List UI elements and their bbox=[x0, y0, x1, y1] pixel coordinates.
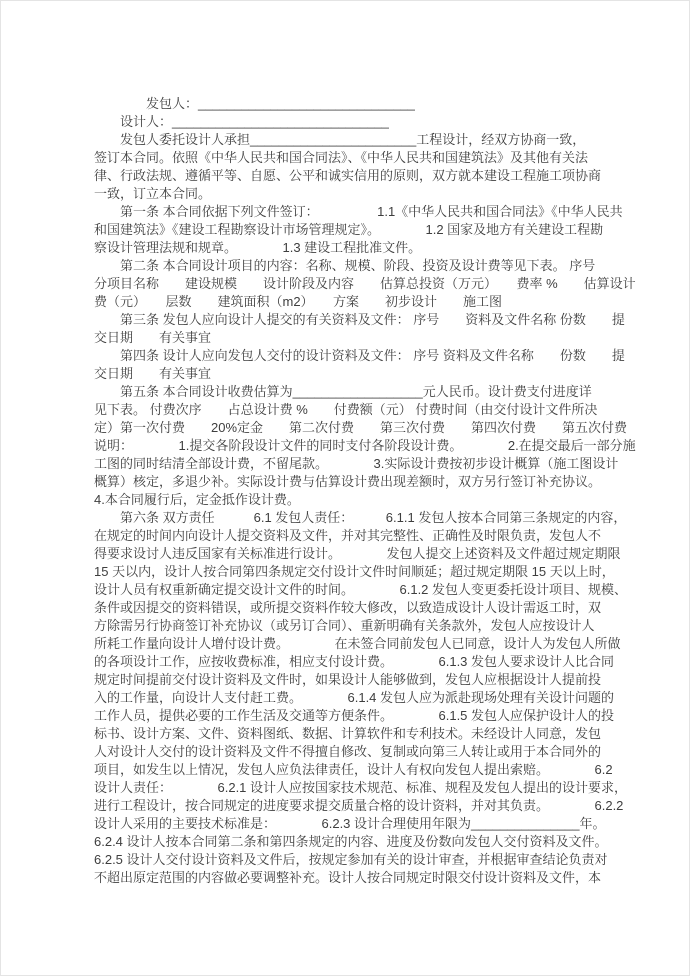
text-line: 费（元） 层数 建筑面积（m2） 方案 初步设计 施工图 bbox=[94, 294, 503, 309]
text-line: 律、行政法规、遵循平等、自愿、公平和诚实信用的原则，双方就本建设工程施工项协商 bbox=[94, 168, 602, 183]
text-line: 一致，订立本合同。 bbox=[94, 186, 212, 201]
text-line-article-6: 第六条 双方责任 6.1 发包人责任： 6.1.1 发包人按本合同第三条规定的内容， bbox=[94, 510, 627, 525]
text-line: 概算）核定，多退少补。实际设计费与估算设计费出现差额时，双方另行签订补充协议。 bbox=[94, 474, 602, 489]
text-line: 签订本合同。依照《中华人民共和国合同法》、《中华人民共和国建筑法》及其他有关法 bbox=[94, 150, 589, 165]
contract-text-block bbox=[94, 95, 636, 887]
text-line-article-2: 第二条 本合同设计项目的内容：名称、规模、阶段、投资及设计费等见下表。 序号 bbox=[94, 258, 596, 273]
text-line: 的各项设计工作，应按收费标准，相应支付设计费。 6.1.3 发包人要求设计人比合同 bbox=[94, 654, 615, 669]
text-line: 人对设计人交付的设计资料及文件不得擅自修改、复制或向第三人转让或用于本合同外的 bbox=[94, 744, 602, 759]
text-line: 设计人采用的主要技术标准是： 6.2.3 设计合理使用年限为_______________年。 bbox=[94, 816, 606, 831]
text-line: 4.本合同履行后，定金抵作设计费。 bbox=[94, 492, 300, 507]
text-line: 得要求设讨人违反国家有关标准进行设计。 发包人提交上述资料及文件超过规定期限 bbox=[94, 546, 621, 561]
text-line: 说明： 1.提交各阶段设计文件的同时支付各阶段设计费。 2.在提交最后一部分施 bbox=[94, 438, 636, 453]
text-line: 在规定的时间内向设计人提交资料及文件，并对其完整性、正确性及时限负责，发包人不 bbox=[94, 528, 602, 543]
text-line-party-b-blank: 设计人：______________________________ bbox=[94, 114, 389, 129]
text-line-article-5: 第五条 本合同设计收费估算为__________________元人民币。设计费支付进度详 bbox=[94, 384, 592, 399]
text-line: 定）第一次付费 20%定金 第二次付费 第三次付费 第四次付费 第五次付费 bbox=[94, 420, 628, 435]
text-line: 设计人员有权重新确定提交设计文件的时间。 6.1.2 发包人变更委托设计项目、规模、 bbox=[94, 582, 628, 597]
text-line: 6.2.4 设计人按本合同第二条和第四条规定的内容、进度及份数向发包人交付资料及文件。 bbox=[94, 834, 608, 849]
text-line-article-1: 第一条 本合同依据下列文件签订： 1.1《中华人民共和国合同法》《中华人民共 bbox=[94, 204, 623, 219]
text-line: 规定时间提前交付设计资料及文件时，如果设计人能够做到，发包人应根据设计人提前投 bbox=[94, 672, 602, 687]
text-line: 标书、设计方案、文件、资料图纸、数据、计算软件和专利技术。未经设计人同意，发包 bbox=[94, 726, 602, 741]
text-line: 设计人责任： 6.2.1 设计人应按国家技术规范、标准、规程及发包人提出的设计要求， bbox=[94, 780, 628, 795]
text-line: 交日期 有关事宜 bbox=[94, 330, 212, 345]
text-line-article-3: 第三条 发包人应向设计人提交的有关资料及文件： 序号 资料及文件名称 份数 提 bbox=[94, 312, 625, 327]
text-line-party-a-blank: 发包人：______________________________ bbox=[94, 96, 415, 111]
text-line: 条件或因提交的资料错误，或所提交资料作较大修改，以致造成设计人设计需返工时，双 bbox=[94, 600, 602, 615]
text-line: 察设计管理法规和规章。 1.3 建设工程批准文件。 bbox=[94, 240, 422, 255]
text-line: 工作人员，提供必要的工作生活及交通等方便条件。 6.1.5 发包人应保护设计人的投 bbox=[94, 708, 615, 723]
text-line: 不超出原定范围的内容做必要调整补充。设计人按合同规定时限交付设计资料及文件，本 bbox=[94, 870, 602, 885]
text-line: 分项目名称 建设规模 设计阶段及内容 估算总投资（万元） 费率 % 估算设计 bbox=[94, 276, 636, 291]
text-line: 15 天以内，设计人按合同第四条规定交付设计文件时间顺延；超过规定期限 15 天以上时， bbox=[94, 564, 615, 579]
text-line: 见下表。 付费次序 占总设计费 % 付费额（元） 付费时间（由交付设计文件所决 bbox=[94, 402, 598, 417]
text-line: 和国建筑法》《建设工程勘察设计市场管理规定》。 1.2 国家及地方有关建设工程勘 bbox=[94, 222, 604, 237]
text-line: 方除需另行协商签订补充协议（或另订合同）、重新明确有关条款外，发包人应按设计人 bbox=[94, 618, 595, 633]
text-line: 交日期 有关事宜 bbox=[94, 366, 212, 381]
text-line: 所耗工作量向设计人增付设计费。 在未签合同前发包人已同意，设计人为发包人所做 bbox=[94, 636, 621, 651]
text-line: 项目，如发生以上情况，发包人应负法律责任，设计人有权向发包人提出索赔。 6.2 bbox=[94, 762, 613, 777]
text-line: 6.2.5 设计人交付设计资料及文件后，按规定参加有关的设计审查，并根据审查结论负责对 bbox=[94, 852, 608, 867]
text-line: 进行工程设计，按合同规定的进度要求提交质量合格的设计资料，并对其负责。 6.2.2 bbox=[94, 798, 624, 813]
text-line: 发包人委托设计人承担_______________________工程设计，经双方协商一致， bbox=[94, 132, 586, 147]
text-line: 工图的同时结清全部设计费，不留尾款。 3.实际设计费按初步设计概算（施工图设计 bbox=[94, 456, 619, 471]
text-line: 入的工作量，向设计人支付赶工费。 6.1.4 发包人应为派赴现场处理有关设计问题的 bbox=[94, 690, 615, 705]
text-line-article-4: 第四条 设计人应向发包人交付的设计资料及文件： 序号 资料及文件名称 份数 提 bbox=[94, 348, 625, 363]
